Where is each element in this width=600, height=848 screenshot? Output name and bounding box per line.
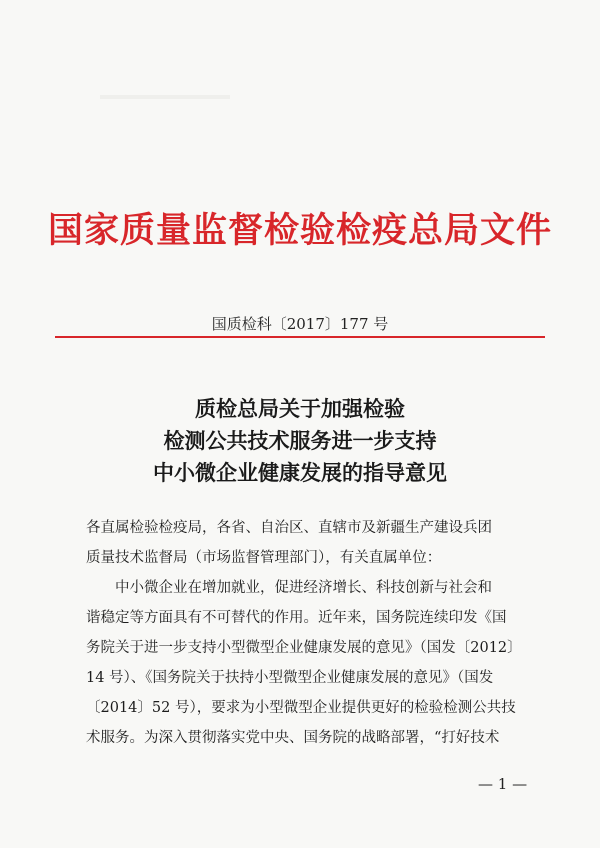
scan-artifact	[100, 95, 230, 99]
body-line: 术服务。为深入贯彻落实党中央、国务院的战略部署，“打好技术	[86, 730, 500, 746]
body-line: 14 号）、《国务院关于扶持小型微型企业健康发展的意见》（国发	[86, 670, 494, 686]
heading-line: 中小微企业健康发展的指导意见	[153, 461, 447, 485]
body-line: 务院关于进一步支持小型微型企业健康发展的意见》（国发〔2012〕	[86, 640, 522, 656]
heading-line: 检测公共技术服务进一步支持	[163, 429, 437, 453]
page-number: — 1 —	[478, 775, 528, 793]
heading-line: 质检总局关于加强检验	[195, 397, 405, 421]
body-line: 谐稳定等方面具有不可替代的作用。近年来，国务院连续印发《国	[86, 610, 507, 626]
body-line: 〔2014〕52 号），要求为小型微型企业提供更好的检验检测公共技	[86, 700, 516, 716]
document-number: 国质检科〔2017〕177 号	[211, 315, 389, 333]
body-line: 各直属检验检疫局，各省、自治区、直辖市及新疆生产建设兵团	[86, 520, 492, 536]
document-body	[86, 513, 546, 753]
document-heading	[0, 393, 600, 489]
red-divider-line	[55, 336, 545, 338]
body-line: 质量技术监督局（市场监督管理部门），有关直属单位：	[86, 550, 442, 566]
agency-title: 国家质量监督检验检疫总局文件	[47, 211, 552, 251]
body-line: 中小微企业在增加就业，促进经济增长、科技创新与社会和	[86, 580, 492, 596]
